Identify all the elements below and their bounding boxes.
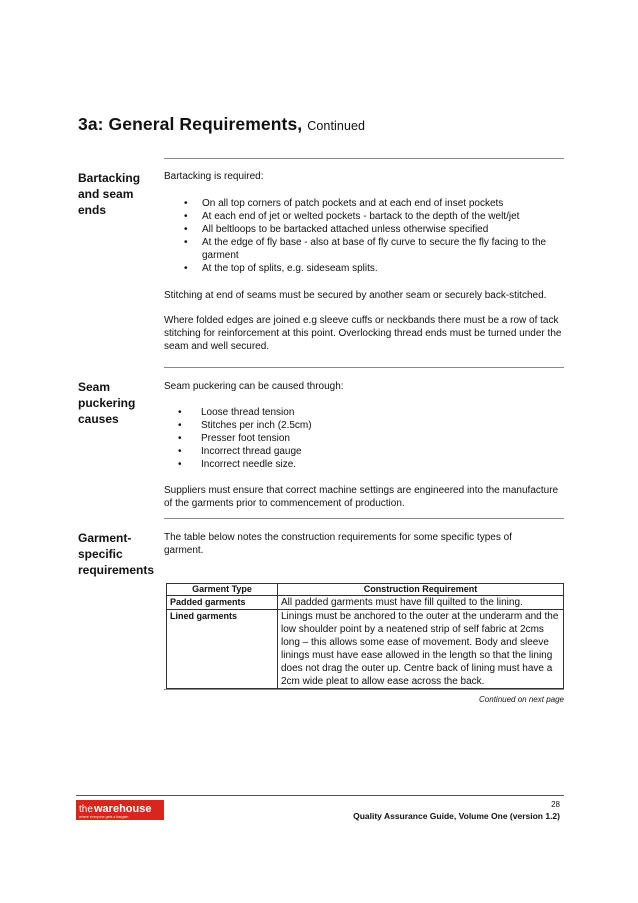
logo-word-the: the bbox=[79, 804, 93, 815]
table-cell-requirement: Linings must be anchored to the outer at the underarm and the low shoulder point by a neatened strip of self fabric at 2cms long – this allows some ease of movement. Body and sleeve linings must have ease allowed in the length so that the lining does not drag the outer up. Centre back of lining must have a 2cm wide pleat to allow ease across the back. bbox=[278, 610, 564, 689]
section-divider bbox=[164, 518, 564, 519]
list-item: • Loose thread tension bbox=[164, 406, 564, 419]
table-row bbox=[167, 610, 564, 689]
page-title bbox=[78, 114, 365, 135]
section-intro: The table below notes the construction requirements for some specific types of garment. bbox=[164, 532, 512, 556]
the-warehouse-logo bbox=[76, 800, 164, 820]
list-item: • Stitches per inch (2.5cm) bbox=[164, 419, 564, 432]
list-item: • At the edge of fly base - also at base of fly curve to secure the fly facing to the garment bbox=[164, 236, 564, 262]
section-body-bartacking bbox=[164, 170, 564, 353]
section-body-garment-specific bbox=[164, 531, 544, 557]
continued-note: Continued on next page bbox=[479, 695, 564, 704]
section-label-line: ends bbox=[78, 203, 107, 217]
section-intro: Seam puckering can be caused through: bbox=[164, 381, 344, 392]
section-divider bbox=[164, 689, 564, 690]
section-label-line: and seam bbox=[78, 187, 134, 201]
section-label-line: Bartacking bbox=[78, 171, 141, 185]
section-divider bbox=[164, 367, 564, 368]
list-item: • At the top of splits, e.g. sideseam splits. bbox=[164, 262, 564, 275]
page-title-main: 3a: General Requirements, bbox=[78, 114, 303, 134]
section-label-line: causes bbox=[78, 412, 119, 426]
construction-requirements-table bbox=[166, 583, 564, 689]
table-header-row bbox=[167, 584, 564, 596]
logo-tagline: where everyone gets a bargain bbox=[79, 815, 129, 819]
list-item: • All beltloops to be bartacked attached unless otherwise specified bbox=[164, 223, 564, 236]
list-item: • On all top corners of patch pockets and at each end of inset pockets bbox=[164, 197, 564, 210]
section-divider bbox=[164, 158, 564, 159]
section-label-line: specific bbox=[78, 547, 123, 561]
list-item: • Presser foot tension bbox=[164, 432, 564, 445]
section-paragraph: Where folded edges are joined e.g sleeve cuffs or neckbands there must be a row of tack stitching for reinforcement at this point. Overlocking thread ends must be turned under the seam and well secured. bbox=[164, 315, 562, 352]
table-header-garment-type: Garment Type bbox=[167, 584, 278, 596]
section-label-garment-specific bbox=[78, 530, 154, 578]
section-paragraph: Stitching at end of seams must be secured by another seam or securely back-stitched. bbox=[164, 290, 547, 301]
table-row bbox=[167, 596, 564, 610]
bullet-list bbox=[164, 406, 564, 471]
table-header-construction-requirement: Construction Requirement bbox=[278, 584, 564, 596]
section-label-seam-puckering bbox=[78, 379, 135, 427]
page-title-continued: Continued bbox=[307, 119, 366, 133]
section-paragraph: Suppliers must ensure that correct machine settings are engineered into the manufacture of the garments prior to commencement of production. bbox=[164, 485, 559, 509]
footer-divider bbox=[76, 795, 564, 796]
section-label-bartacking bbox=[78, 170, 140, 218]
logo-word-warehouse: warehouse bbox=[94, 803, 152, 815]
list-item: • Incorrect thread gauge bbox=[164, 445, 564, 458]
section-label-line: requirements bbox=[78, 563, 155, 577]
section-label-line: Garment- bbox=[78, 531, 132, 545]
section-body-seam-puckering bbox=[164, 380, 564, 510]
page-number: 28 bbox=[551, 800, 560, 809]
section-label-line: puckering bbox=[78, 396, 136, 410]
section-intro: Bartacking is required: bbox=[164, 171, 264, 182]
list-item: • Incorrect needle size. bbox=[164, 458, 564, 471]
table-cell-requirement: All padded garments must have fill quilted to the lining. bbox=[278, 596, 564, 610]
footer-document-title: Quality Assurance Guide, Volume One (version 1.2) bbox=[353, 811, 560, 821]
table-cell-garment-type: Lined garments bbox=[167, 610, 278, 689]
list-item: • At each end of jet or welted pockets - bartack to the depth of the welt/jet bbox=[164, 210, 564, 223]
bullet-list bbox=[164, 197, 564, 275]
table-cell-garment-type: Padded garments bbox=[167, 596, 278, 610]
section-label-line: Seam bbox=[78, 380, 111, 394]
